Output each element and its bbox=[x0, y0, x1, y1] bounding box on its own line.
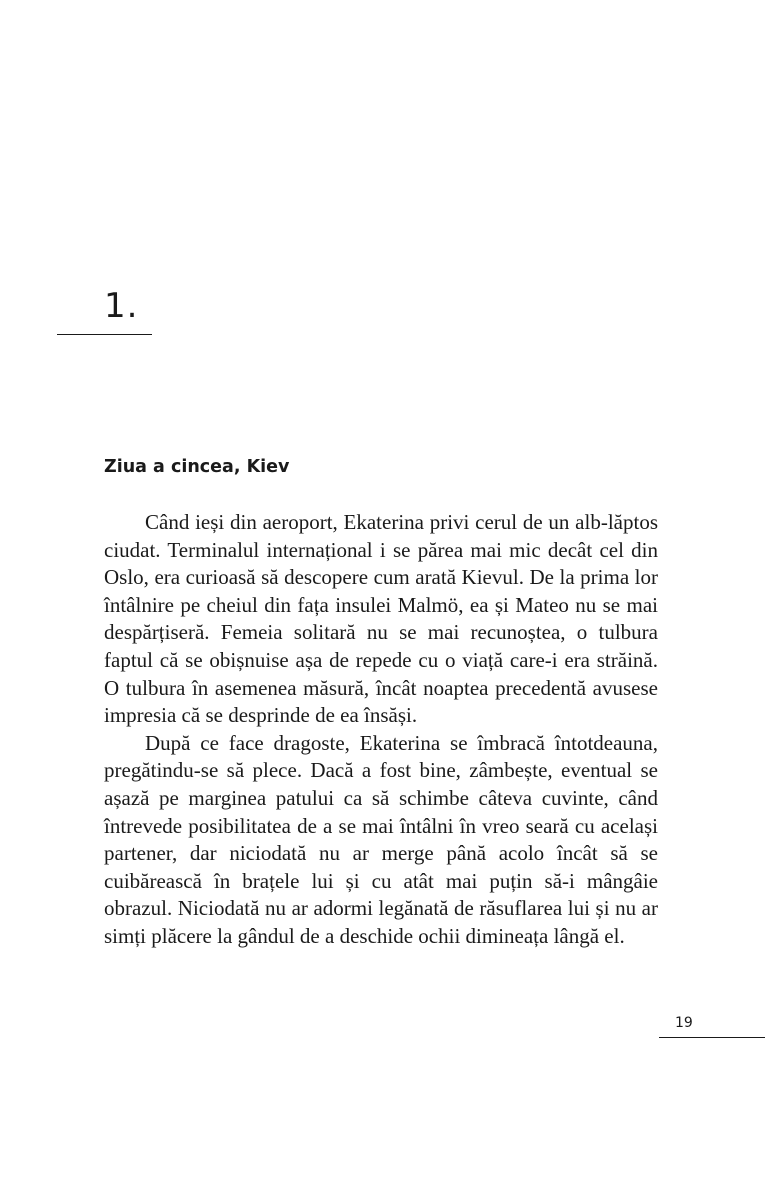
page-number-divider bbox=[659, 1037, 765, 1038]
chapter-number: 1. bbox=[104, 286, 139, 326]
body-text bbox=[104, 509, 658, 951]
chapter-divider bbox=[57, 334, 152, 335]
paragraph: Când ieși din aeroport, Ekaterina privi cerul de un alb-lăptos ciudat. Terminalul internațional i se părea mai mic decât cel din Oslo, era curioasă să descopere cum arată Kievul. De la prima lor întâlnire pe cheiul din fața insulei Malmö, ea și Mateo nu se mai despărțiseră. Femeia solitară nu se mai recunoștea, o tulbura faptul că se obișnuise așa de repede cu o viață care-i era străină. O tulbura în asemenea măsură, încât noaptea precedentă avusese impresia că se desprinde de ea însăși. bbox=[104, 510, 658, 728]
section-heading: Ziua a cincea, Kiev bbox=[104, 457, 290, 477]
page-number: 19 bbox=[675, 1015, 693, 1031]
paragraph: După ce face dragoste, Ekaterina se îmbracă întotdeauna, pregătindu-se să plece. Dacă a fost bine, zâmbește, eventual se așază pe marginea patului ca să schimbe câteva cuvinte, când întrevede posibilitatea de a se mai întâlni în vreo seară cu același partener, dar niciodată nu ar merge până acolo încât să se cuibărească în brațele lui și cu atât mai puțin să-i mângâie obrazul. Niciodată nu ar adormi legănată de răsuflarea lui și nu ar simți plăcere la gândul de a deschide ochii dimineața lângă el. bbox=[104, 730, 658, 948]
